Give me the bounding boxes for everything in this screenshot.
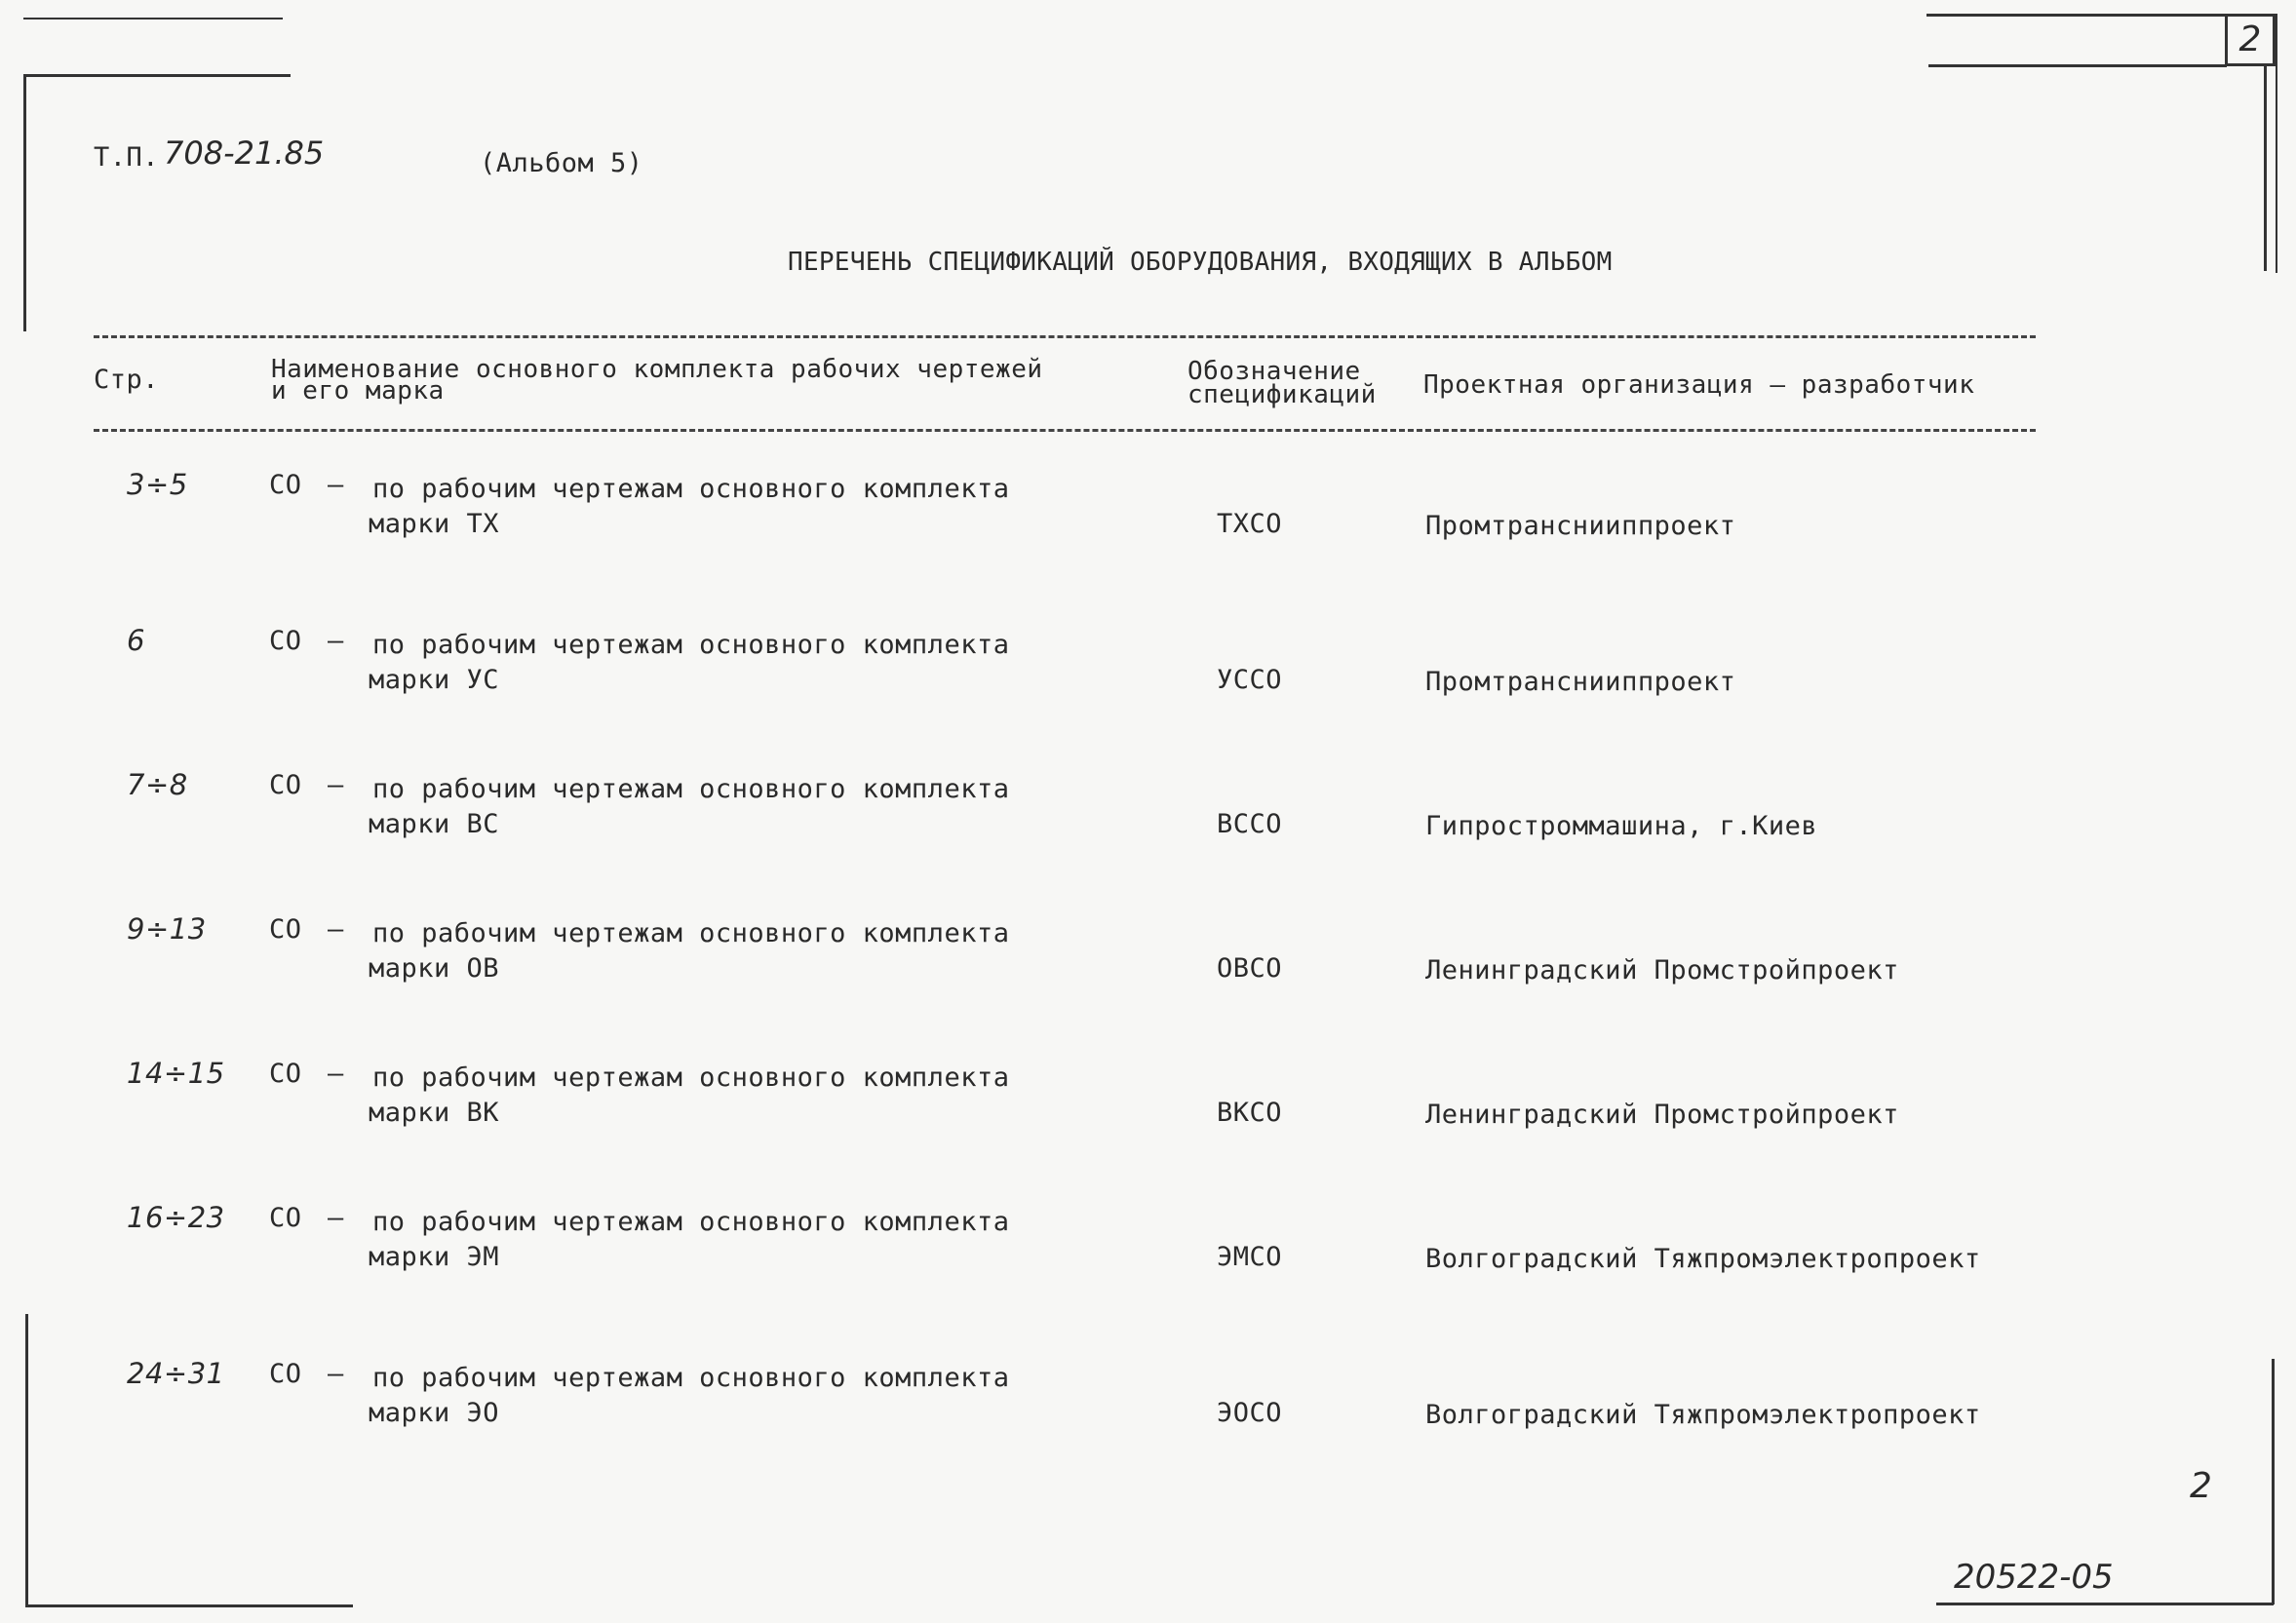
frame-top-left [23,18,283,19]
frame-right-top-outer [2276,14,2277,273]
footer-doc-number: 20522-05 [1954,1558,2114,1597]
row-designation: ЭОСО [1217,1398,1283,1428]
table-row [0,912,2296,1010]
row-page: 14÷15 [127,1057,225,1090]
row-dash: – [328,1059,344,1089]
row-dash: – [328,770,344,800]
frame-left-top [23,74,26,331]
row-desc-line1: по рабочим чертежам основного комплекта [372,1207,1010,1237]
row-kit: СО [269,770,302,800]
row-dash: – [328,914,344,945]
row-desc-line1: по рабочим чертежам основного комплекта [372,474,1010,504]
row-designation: ОВСО [1217,953,1283,984]
tp-number: 708-21.85 [164,135,325,172]
row-page: 16÷23 [127,1201,225,1234]
row-org: Волгоградский Тяжпромэлектропроект [1425,1400,1981,1430]
table-row [0,624,2296,721]
row-dash: – [328,1203,344,1233]
row-designation: УССО [1217,665,1283,695]
row-dash: – [328,470,344,500]
table-row [0,1357,2296,1454]
row-page: 9÷13 [127,912,207,946]
album-label: (Альбом 5) [480,148,643,178]
frame-bottom-left [25,1604,353,1607]
row-desc-line2: марки ВК [369,1098,500,1128]
row-kit: СО [269,470,302,500]
header-name-line2: и его марка [271,376,445,406]
table-row [0,768,2296,866]
row-org: Волгоградский Тяжпромэлектропроект [1425,1244,1981,1274]
row-dash: – [328,626,344,656]
table-row [0,1201,2296,1298]
table-row [0,468,2296,565]
row-org: Промтранснииппроект [1425,511,1736,541]
header-page: Стр. [94,365,160,395]
row-desc-line2: марки ВС [369,809,500,839]
row-page: 6 [127,624,145,657]
row-desc-line2: марки УС [369,665,500,695]
row-kit: СО [269,626,302,656]
row-desc-line1: по рабочим чертежам основного комплекта [372,918,1010,948]
tp-label: Т.П. [94,142,160,173]
row-designation: ЭМСО [1217,1242,1283,1272]
row-desc-line1: по рабочим чертежам основного комплекта [372,1363,1010,1393]
header-org: Проектная организация – разработчик [1423,370,1975,400]
row-org: Промтранснииппроект [1425,667,1736,697]
header-spec-line1: Обозначение [1187,357,1361,386]
footer-page-number: 2 [2190,1466,2212,1506]
row-kit: СО [269,1359,302,1389]
row-designation: ВКСО [1217,1098,1283,1128]
row-kit: СО [269,1059,302,1089]
header-name-line1: Наименование основного комплекта рабочих чертежей [271,355,1043,384]
row-org: Гипростроммашина, г.Киев [1425,811,1818,841]
frame-top-right-inner [1928,64,2227,67]
page-title: ПЕРЕЧЕНЬ СПЕЦИФИКАЦИЙ ОБОРУДОВАНИЯ, ВХОДЯЩИХ В АЛЬБОМ [788,248,1613,277]
table-row [0,1057,2296,1154]
row-desc-line1: по рабочим чертежам основного комплекта [372,774,1010,804]
row-page: 24÷31 [127,1357,225,1390]
row-desc-line1: по рабочим чертежам основного комплекта [372,630,1010,660]
table-header-rule [94,429,2036,432]
frame-top-left-inner [25,74,291,77]
row-dash: – [328,1359,344,1389]
row-desc-line2: марки ЭО [369,1398,500,1428]
row-page: 3÷5 [127,468,188,501]
row-kit: СО [269,914,302,945]
table-top-rule [94,335,2036,338]
row-org: Ленинградский Промстройпроект [1425,955,1899,985]
header-spec-line2: спецификаций [1187,380,1377,409]
row-kit: СО [269,1203,302,1233]
sheet-number-box: 2 [2225,14,2276,66]
row-desc-line2: марки ЭМ [369,1242,500,1272]
row-page: 7÷8 [127,768,188,801]
row-desc-line2: марки ТХ [369,509,500,539]
row-desc-line2: марки ОВ [369,953,500,984]
row-designation: ВССО [1217,809,1283,839]
row-desc-line1: по рабочим чертежам основного комплекта [372,1063,1010,1093]
frame-bottom-right [1936,1603,2274,1605]
row-org: Ленинградский Промстройпроект [1425,1100,1899,1130]
row-designation: ТХСО [1217,509,1283,539]
frame-right-top [2264,64,2267,271]
